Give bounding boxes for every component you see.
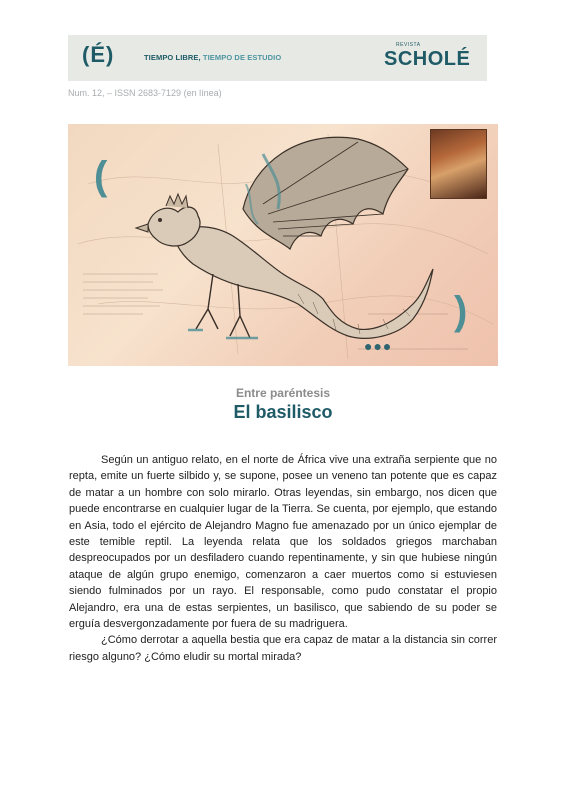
journal-logo: (É) <box>82 42 115 67</box>
article-body <box>69 452 497 665</box>
basilisk-illustration <box>68 124 498 366</box>
tagline-rest: TIEMPO DE ESTUDIO <box>200 53 282 62</box>
painting-thumbnail <box>430 129 487 199</box>
paragraph: Según un antiguo relato, en el norte de África vive una extraña serpiente que no repta, emite un fuerte silbido y, se supone, posee un veneno tan potente que es capaz de matar a un hombre con solo mirarlo. Otras leyendas, sin embargo, nos dicen que puede encontrarse en cualquier lugar de la Tierra. Se cuenta, por ejemplo, que estando en Asia, todo el ejército de Alejandro Magno fue amenazado por un único ejemplar de este temible reptil. La leyenda relata que los soldados griegos marchaban despreocupados por un desfiladero cuando repentinamente, y sin que hubiese ningún ataque de algún grupo enemigo, comenzaron a caer muertos como si estuviesen siendo fulminados por un rayo. El responsable, como pudo constatar el propio Alejandro, era una de estas serpientes, un basilisco, que sabiendo de su poder se erguía desvergonzadamente por fuera de su madriguera. <box>69 454 497 631</box>
right-paren-decoration: ) <box>454 289 468 333</box>
dots-decoration: ●●● <box>364 338 393 354</box>
section-label: Entre paréntesis <box>235 386 331 400</box>
revista-label: REVISTA <box>396 42 421 48</box>
journal-header-banner <box>68 35 487 81</box>
article-title: El basilisco <box>233 402 333 422</box>
paragraph: ¿Cómo derrotar a aquella bestia que era capaz de matar a la distancia sin correr riesgo alguno? ¿Cómo eludir su mortal mirada? <box>69 634 497 663</box>
tagline-main: TIEMPO LIBRE, <box>144 53 201 62</box>
journal-tagline <box>144 53 281 62</box>
left-paren-decoration: ( <box>94 154 108 198</box>
issn-line: Num. 12, – ISSN 2683-7129 (en línea) <box>68 88 222 98</box>
brand-logo: SCHOLÉ <box>384 48 471 70</box>
